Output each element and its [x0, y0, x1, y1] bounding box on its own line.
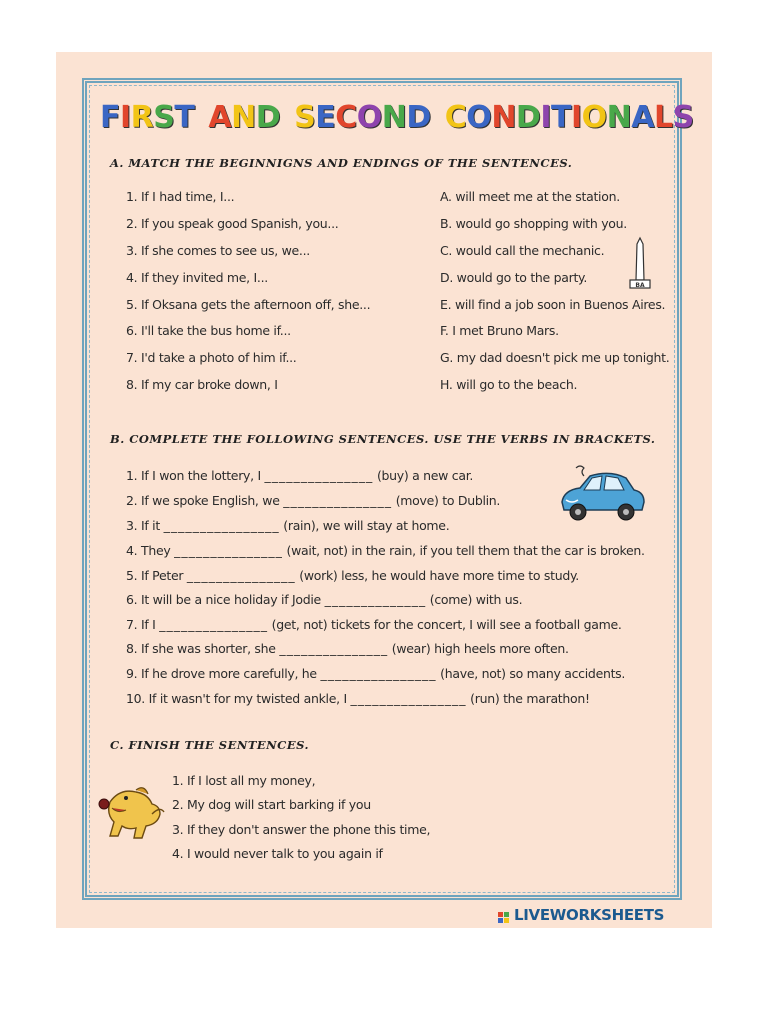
match-ending-item: E. will find a job soon in Buenos Aires.	[440, 297, 666, 312]
sentence-text: 3. If it	[126, 518, 164, 533]
sentence-text: 10. If it wasn't for my twisted ankle, I	[126, 691, 351, 706]
title-letter: D	[515, 100, 541, 135]
sentence-text: (get, not) tickets for the concert, I will see a football game.	[267, 617, 622, 632]
answer-blank[interactable]: _______________	[174, 543, 283, 558]
section-a-heading: A. MATCH THE BEGINNIGNS AND ENDINGS OF THE SENTENCES.	[110, 156, 573, 170]
finish-sentence-item: 1. If I lost all my money,	[172, 773, 316, 788]
sentence-text: (move) to Dublin.	[392, 493, 501, 508]
sentence-text: (work) less, he would have more time to study.	[295, 568, 579, 583]
title-letter: R	[130, 100, 154, 135]
match-beginning-item: 1. If I had time, I...	[126, 189, 235, 204]
title-letter: S	[153, 100, 175, 135]
title-letter: C	[335, 100, 357, 135]
title-letter: S	[672, 100, 694, 135]
match-beginning-item: 7. I'd take a photo of him if...	[126, 350, 297, 365]
title-letter: O	[466, 100, 492, 135]
finish-sentence-item: 4. I would never talk to you again if	[172, 846, 383, 861]
title-letter: S	[294, 100, 316, 135]
sentence-text: (run) the marathon!	[466, 691, 590, 706]
sentence-text: 4. They	[126, 543, 175, 558]
title-letter: O	[581, 100, 607, 135]
sentence-text: 8. If she was shorter, she	[126, 641, 280, 656]
fill-in-sentence	[126, 518, 449, 533]
sentence-text: 9. If he drove more carefully, he	[126, 666, 321, 681]
sentence-text: 2. If we spoke English, we	[126, 493, 284, 508]
match-beginning-item: 2. If you speak good Spanish, you...	[126, 216, 339, 231]
answer-blank[interactable]: ________________	[163, 518, 280, 533]
car-icon	[556, 462, 648, 526]
fill-in-sentence	[126, 691, 590, 706]
fill-in-sentence	[126, 666, 625, 681]
answer-blank[interactable]: _______________	[186, 568, 296, 583]
match-beginning-item: 3. If she comes to see us, we...	[126, 243, 310, 258]
obelisk-icon	[622, 236, 658, 292]
sentence-text: (have, not) so many accidents.	[436, 666, 626, 681]
title-letter: I	[570, 100, 582, 135]
match-beginning-item: 8. If my car broke down, I	[126, 377, 278, 392]
title-letter: F	[100, 100, 120, 135]
match-beginning-item: 5. If Oksana gets the afternoon off, she...	[126, 297, 371, 312]
sentence-text: 6. It will be a nice holiday if Jodie	[126, 592, 325, 607]
title-letter: T	[551, 100, 571, 135]
finish-sentence-item: 3. If they don't answer the phone this time,	[172, 822, 431, 837]
answer-blank[interactable]: _______________	[283, 493, 393, 508]
sentence-text: (wait, not) in the rain, if you tell them that the car is broken.	[282, 543, 645, 558]
sentence-text: 5. If Peter	[126, 568, 187, 583]
fill-in-sentence	[126, 617, 622, 632]
title-letter: N	[606, 100, 632, 135]
title-letter: D	[255, 100, 281, 135]
liveworksheets-brand[interactable]: LIVEWORKSHEETS	[514, 906, 665, 924]
sentence-text: 1. If I won the lottery, I	[126, 468, 265, 483]
sentence-text: (rain), we will stay at home.	[279, 518, 450, 533]
barking-dog-icon	[96, 780, 166, 844]
title-letter: C	[444, 100, 467, 135]
fill-in-sentence	[126, 493, 500, 508]
title-letter: I	[120, 100, 131, 135]
title-letter: L	[653, 100, 673, 135]
sentence-text: (come) with us.	[426, 592, 523, 607]
fill-in-sentence	[126, 468, 473, 483]
worksheet-title	[100, 100, 694, 142]
answer-blank[interactable]: ________________	[350, 691, 467, 706]
match-beginning-item: 6. I'll take the bus home if...	[126, 323, 291, 338]
answer-blank[interactable]: _______________	[264, 468, 374, 483]
fill-in-sentence	[126, 543, 645, 558]
match-beginning-item: 4. If they invited me, I...	[126, 270, 268, 285]
title-letter: N	[381, 100, 407, 135]
answer-blank[interactable]: ________________	[320, 666, 437, 681]
liveworksheets-logo-icon	[498, 909, 510, 921]
answer-blank[interactable]: _______________	[279, 641, 389, 656]
match-ending-item: G. my dad doesn't pick me up tonight.	[440, 350, 670, 365]
match-ending-item: B. would go shopping with you.	[440, 216, 627, 231]
sentence-text: 7. If I	[126, 617, 160, 632]
title-letter: A	[208, 100, 232, 135]
section-b-heading: B. COMPLETE THE FOLLOWING SENTENCES. USE THE VERBS IN BRACKETS.	[110, 432, 656, 446]
title-letter: D	[406, 100, 431, 135]
title-letter: N	[231, 100, 256, 135]
match-ending-item: A. will meet me at the station.	[440, 189, 620, 204]
fill-in-sentence	[126, 592, 522, 607]
title-letter: E	[315, 100, 336, 135]
answer-blank[interactable]: _______________	[159, 617, 268, 632]
match-ending-item: F. I met Bruno Mars.	[440, 323, 559, 338]
finish-sentence-item: 2. My dog will start barking if you	[172, 797, 371, 812]
title-letter: T	[174, 100, 195, 135]
title-letter: O	[356, 100, 382, 135]
fill-in-sentence	[126, 568, 579, 583]
sentence-text: (wear) high heels more often.	[388, 641, 569, 656]
match-ending-item: C. would call the mechanic.	[440, 243, 605, 258]
match-ending-item: D. would go to the party.	[440, 270, 588, 285]
obelisk-label: BA	[635, 282, 645, 289]
title-letter: N	[491, 100, 516, 135]
answer-blank[interactable]: ______________	[324, 592, 427, 607]
section-c-heading: C. FINISH THE SENTENCES.	[110, 738, 309, 752]
fill-in-sentence	[126, 641, 569, 656]
title-letter: I	[540, 100, 551, 135]
match-ending-item: H. will go to the beach.	[440, 377, 578, 392]
sentence-text: (buy) a new car.	[373, 468, 474, 483]
title-letter: A	[631, 100, 654, 135]
